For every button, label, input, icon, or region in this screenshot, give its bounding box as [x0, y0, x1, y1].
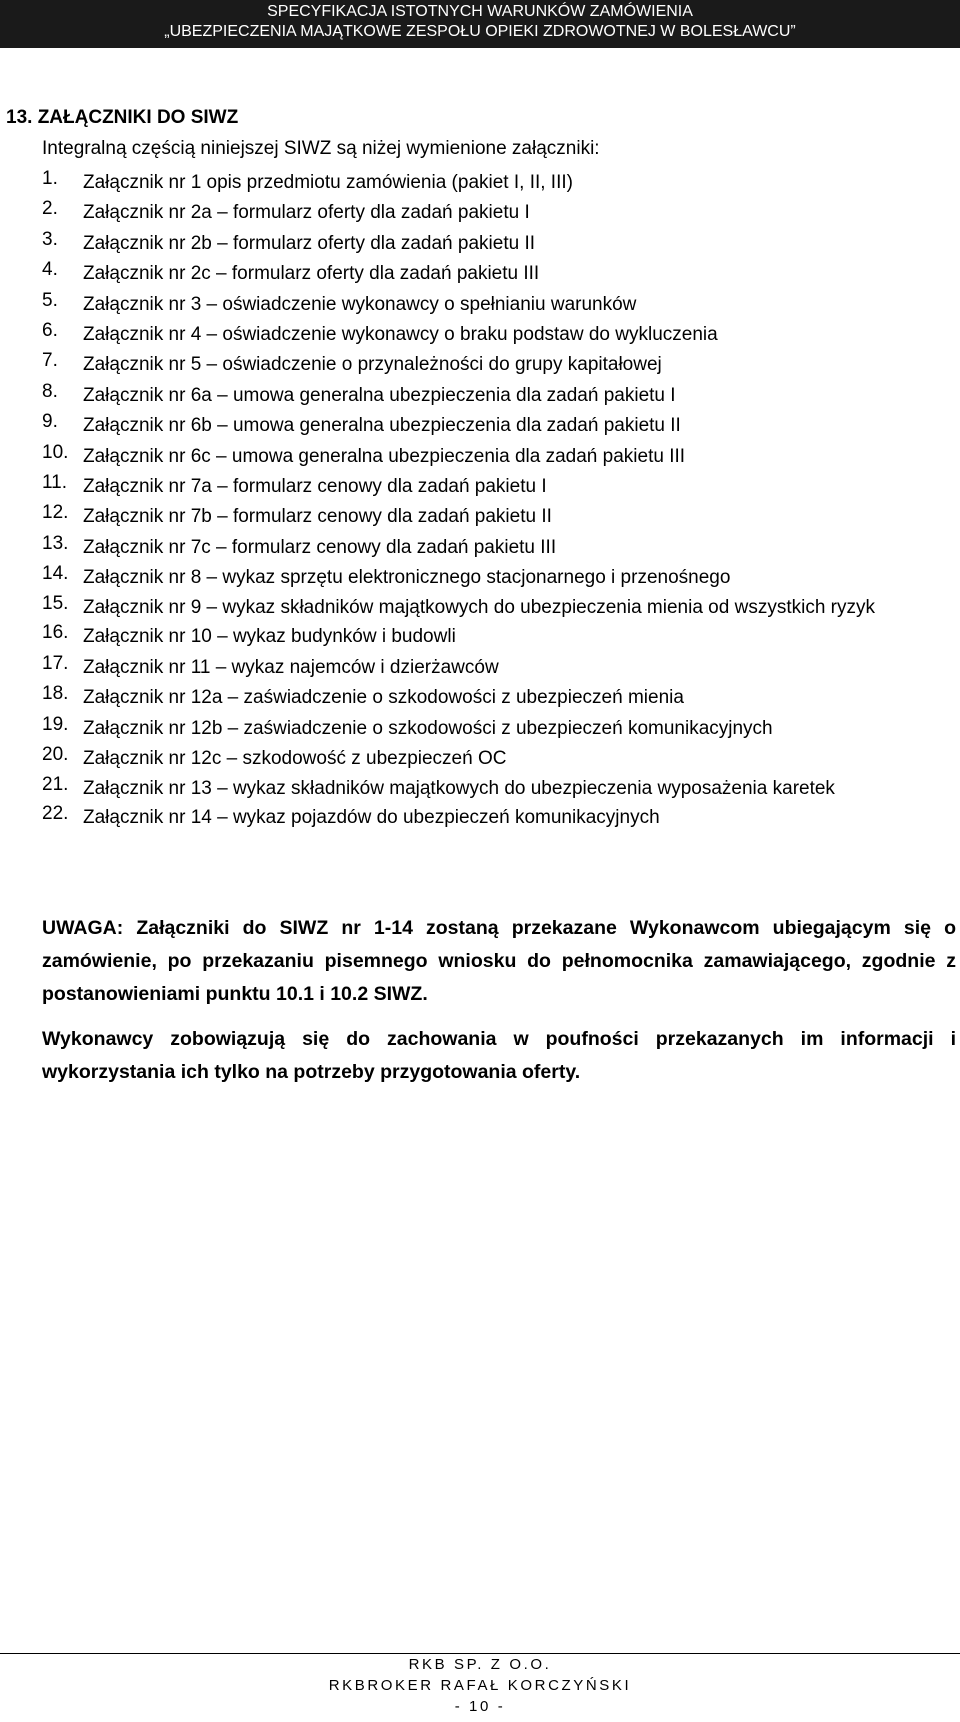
item-number: 8. [42, 380, 58, 402]
item-text: Załącznik nr 12c – szkodowość z ubezpieczeń OC [83, 748, 507, 770]
list-item [0, 803, 960, 833]
footer-broker: RKBROKER RAFAŁ KORCZYŃSKI [328, 1677, 632, 1694]
item-number: 9. [42, 411, 58, 433]
item-number: 17. [42, 652, 69, 674]
list-item [0, 744, 960, 774]
footer-company: RKB SP. Z O.O. [408, 1656, 552, 1673]
list-item [0, 502, 960, 532]
item-text: Załącznik nr 6b – umowa generalna ubezpieczenia dla zadań pakietu II [83, 415, 681, 437]
item-text: Załącznik nr 11 – wykaz najemców i dzierżawców [83, 656, 499, 678]
notice-uwaga: UWAGA: Załączniki do SIWZ nr 1-14 zostaną przekazane Wykonawcom ubiegającym się o zamówienie, po przekazaniu pisemnego wniosku do pełnomocnika zamawiającego, zgodnie z postanowieniami punktu 10.1 i 10.2 SIWZ. [42, 917, 956, 1005]
list-item [0, 533, 960, 563]
item-number: 5. [42, 289, 58, 311]
item-number: 2. [42, 198, 58, 220]
item-text: Załącznik nr 13 – wykaz składników majątkowych do ubezpieczenia wyposażenia karetek [83, 778, 835, 800]
document-footer [0, 1654, 960, 1717]
item-text: Załącznik nr 7b – formularz cenowy dla zadań pakietu II [83, 506, 552, 528]
item-text: Załącznik nr 14 – wykaz pojazdów do ubezpieczeń komunikacyjnych [83, 807, 660, 829]
item-number: 20. [42, 744, 69, 766]
item-text: Załącznik nr 10 – wykaz budynków i budowli [83, 626, 456, 648]
item-text: Załącznik nr 4 – oświadczenie wykonawcy o braku podstaw do wykluczenia [83, 323, 718, 345]
list-item [0, 683, 960, 713]
list-item [0, 714, 960, 744]
list-item [0, 563, 960, 593]
item-text: Załącznik nr 2a – formularz oferty dla zadań pakietu I [83, 202, 530, 224]
item-number: 11. [42, 471, 68, 493]
notice-confidentiality: Wykonawcy zobowiązują się do zachowania w poufności przekazanych im informacji i wykorzystania ich tylko na potrzeby przygotowania oferty. [42, 1028, 956, 1083]
page-number: - 10 - [454, 1698, 506, 1715]
item-number: 10. [42, 441, 69, 463]
item-number: 15. [42, 593, 69, 615]
attachments-list [0, 168, 960, 834]
list-item [0, 411, 960, 441]
item-number: 14. [42, 563, 69, 585]
item-text: Załącznik nr 5 – oświadczenie o przynależności do grupy kapitałowej [83, 354, 662, 376]
item-number: 19. [42, 713, 69, 735]
item-number: 16. [42, 622, 69, 644]
item-text: Załącznik nr 2b – formularz oferty dla zadań pakietu II [83, 232, 536, 254]
list-item [0, 259, 960, 289]
item-number: 12. [42, 502, 69, 524]
header-subtitle: „UBEZPIECZENIA MAJĄTKOWE ZESPOŁU OPIEKI ZDROWOTNEJ W BOLESŁAWCU” [164, 23, 796, 40]
header-title: SPECYFIKACJA ISTOTNYCH WARUNKÓW ZAMÓWIENIA [267, 3, 693, 20]
item-number: 3. [42, 228, 58, 250]
item-text: Załącznik nr 12b – zaświadczenie o szkodowości z ubezpieczeń komunikacyjnych [83, 717, 773, 739]
item-text: Załącznik nr 12a – zaświadczenie o szkodowości z ubezpieczeń mienia [83, 687, 684, 709]
list-item [0, 350, 960, 380]
item-number: 18. [42, 683, 69, 705]
list-item [0, 442, 960, 472]
document-header [0, 0, 960, 48]
item-number: 21. [42, 774, 69, 796]
item-number: 1. [42, 168, 58, 189]
item-text: Załącznik nr 6a – umowa generalna ubezpieczenia dla zadań pakietu I [83, 384, 676, 406]
item-text: Załącznik nr 9 – wykaz składników majątkowych do ubezpieczenia mienia od wszystkich ryzyk [83, 597, 875, 619]
item-number: 22. [42, 803, 69, 825]
item-text: Załącznik nr 6c – umowa generalna ubezpieczenia dla zadań pakietu III [83, 445, 686, 467]
list-item [0, 622, 960, 652]
list-item [0, 229, 960, 259]
list-item [0, 593, 960, 622]
list-item [0, 653, 960, 683]
list-item [0, 381, 960, 411]
item-text: Załącznik nr 1 opis przedmiotu zamówienia (pakiet I, II, III) [83, 172, 573, 193]
item-text: Załącznik nr 2c – formularz oferty dla zadań pakietu III [83, 263, 540, 285]
item-text: Załącznik nr 7c – formularz cenowy dla zadań pakietu III [83, 536, 557, 558]
item-number: 7. [42, 350, 58, 372]
section-intro: Integralną częścią niniejszej SIWZ są niżej wymienione załączniki: [42, 138, 600, 159]
item-number: 13. [42, 532, 69, 554]
item-text: Załącznik nr 8 – wykaz sprzętu elektronicznego stacjonarnego i przenośnego [83, 567, 731, 589]
item-text: Załącznik nr 3 – oświadczenie wykonawcy o spełnianiu warunków [83, 293, 637, 315]
item-number: 6. [42, 319, 58, 341]
list-item [0, 774, 960, 803]
item-text: Załącznik nr 7a – formularz cenowy dla zadań pakietu I [83, 475, 547, 497]
list-item [0, 320, 960, 350]
list-item [0, 472, 960, 502]
list-item [0, 290, 960, 320]
list-item [0, 168, 960, 198]
list-item [0, 198, 960, 228]
section-title: 13. ZAŁĄCZNIKI DO SIWZ [6, 107, 239, 128]
item-number: 4. [42, 259, 58, 281]
